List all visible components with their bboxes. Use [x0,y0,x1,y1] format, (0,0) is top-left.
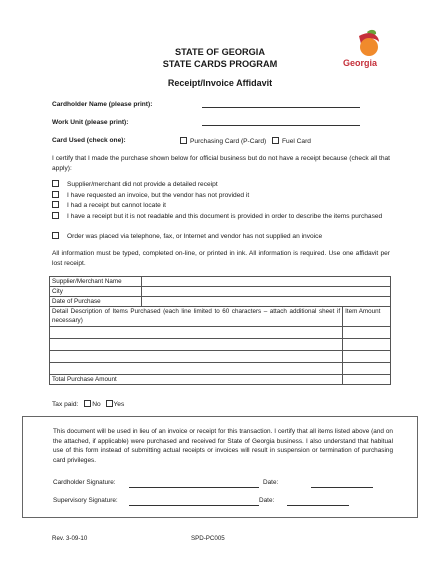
city-label: City [50,287,142,297]
reason-text: Order was placed via telephone, fax, or Internet and vendor has not supplied an invoice [67,233,323,240]
cardholder-date-field[interactable] [311,487,373,488]
detail-row-cell[interactable] [50,327,343,339]
detail-header: Detail Description of Items Purchased (each line limited to 60 characters – attach additional sheet if necessary) [50,307,343,327]
supplier-input-cell[interactable] [141,277,390,287]
supplier-label: Supplier/Merchant Name [50,277,142,287]
card-used-label: Card Used (check one): [52,137,126,144]
reason-checkbox[interactable] [52,212,59,219]
info-note: All information must be typed, completed on-line, or printed in ink. All information is required. Use one affidavit per lost receipt. [52,250,390,267]
date-input-cell[interactable] [141,297,390,307]
reason-text: I have a receipt but it is not readable and this document is provided in order to describe the items purchased [67,213,383,220]
amount-row-cell[interactable] [343,339,391,351]
reason-text: I had a receipt but cannot locate it [67,202,166,209]
detail-row-cell[interactable] [50,363,343,375]
tax-yes-checkbox[interactable] [106,400,113,407]
reason-text: Supplier/merchant did not provide a detailed receipt [67,181,218,188]
pcard-checkbox[interactable] [180,137,187,144]
purchase-table [49,276,391,385]
cardholder-signature-field[interactable] [129,487,259,488]
pcard-option-label: Purchasing Card (P-Card) [190,138,267,145]
reason-item[interactable] [52,180,387,190]
form-title: Receipt/Invoice Affidavit [167,78,273,88]
pcard-option[interactable] [180,137,266,145]
cardholder-date-label: Date: [263,479,279,486]
fuel-card-checkbox[interactable] [272,137,279,144]
reason-item[interactable] [52,212,387,222]
form-number: SPD-PC005 [191,535,225,542]
intro-statement: I certify that I made the purchase shown below for official business but do not have a receipt because (check all that apply): [52,155,390,172]
georgia-logo-text: Georgia [343,58,378,68]
reason-item[interactable] [52,232,387,242]
supervisory-date-label: Date: [259,497,275,504]
reason-checkbox[interactable] [52,191,59,198]
revision-date: Rev. 3-09-10 [52,535,88,542]
detail-row-cell[interactable] [50,351,343,363]
work-unit-field[interactable] [202,125,360,126]
reason-checkbox[interactable] [52,232,59,239]
supervisory-signature-field[interactable] [129,505,259,506]
header-state: STATE OF GEORGIA [174,47,265,57]
amount-row-cell[interactable] [343,327,391,339]
cardholder-name-label: Cardholder Name (please print): [52,101,153,108]
reason-item[interactable] [52,201,387,211]
tax-no-checkbox[interactable] [84,400,91,407]
reason-item[interactable] [52,191,387,201]
supervisory-signature-label: Supervisory Signature: [53,497,118,504]
reason-checkbox[interactable] [52,180,59,187]
reason-checkbox[interactable] [52,201,59,208]
total-label: Total Purchase Amount [50,375,343,385]
cardholder-name-field[interactable] [202,107,360,108]
city-input-cell[interactable] [141,287,390,297]
total-amount-cell[interactable] [343,375,391,385]
work-unit-label: Work Unit (please print): [52,119,129,126]
fuel-card-option-label: Fuel Card [282,138,311,145]
tax-no-label: No [92,401,101,408]
fuel-card-option[interactable] [272,137,311,145]
detail-row-cell[interactable] [50,339,343,351]
supervisory-date-field[interactable] [287,505,349,506]
certification-text: This document will be used in lieu of an invoice or receipt for this transaction. I certify that all items listed above (and on the attached, if applicable) were purchased and received for State of Georgia business. I also understand that habitual use of this form instead of submitting actual receipts or invoices will result in suspension or termination of purchasing card privileges. [53,428,393,464]
amount-row-cell[interactable] [343,363,391,375]
tax-paid-row [52,400,124,408]
cardholder-signature-label: Cardholder Signature: [53,479,116,486]
date-label: Date of Purchase [50,297,142,307]
tax-paid-label: Tax paid: [52,401,79,408]
tax-yes-label: Yes [113,401,125,408]
certification-box [22,416,418,518]
item-amount-header: Item Amount [343,307,391,327]
amount-row-cell[interactable] [343,351,391,363]
header-program: STATE CARDS PROGRAM [162,59,278,69]
reason-text: I have requested an invoice, but the vendor has not provided it [67,192,250,199]
